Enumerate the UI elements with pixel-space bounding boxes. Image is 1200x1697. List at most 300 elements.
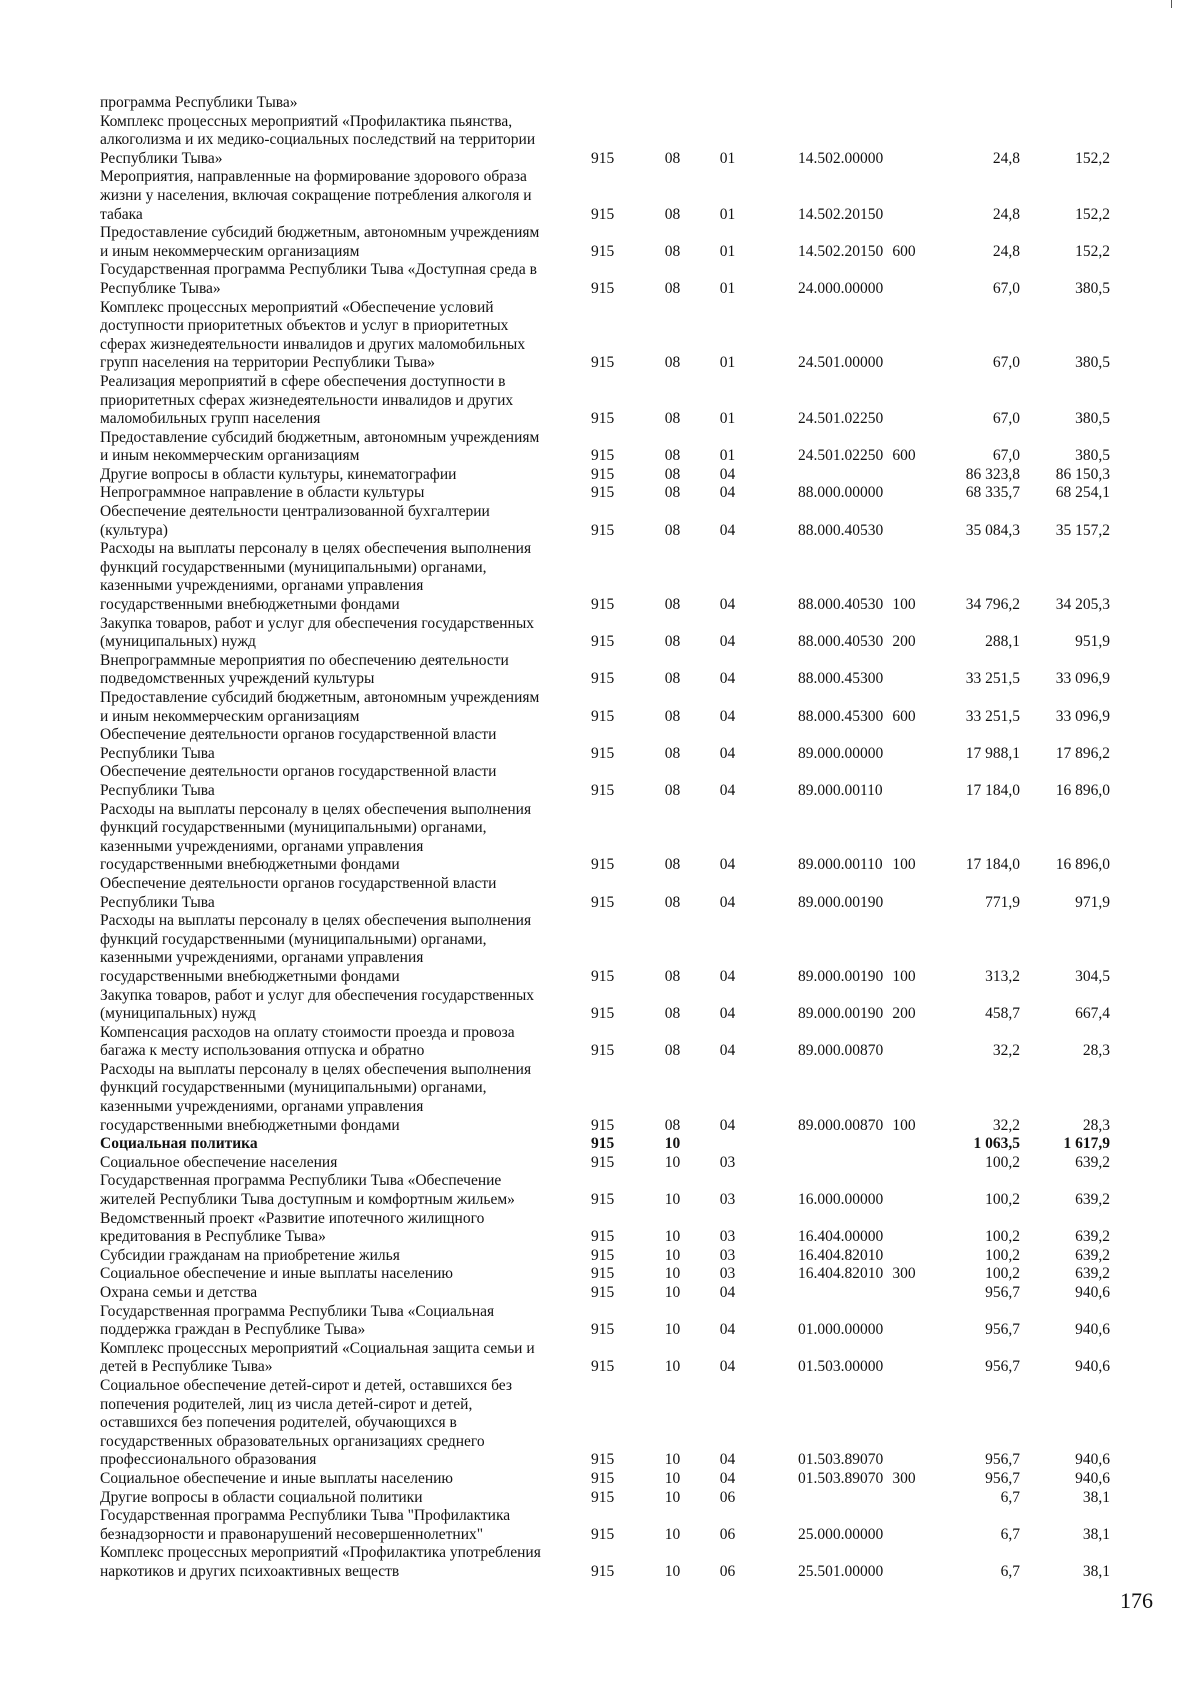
row-target-article-code: 01.000.00000 xyxy=(798,1321,884,1339)
row-amount-year-2: 380,5 xyxy=(1075,279,1110,297)
row-amount-year-1: 17 184,0 xyxy=(965,781,1020,799)
row-subsection-code: 04 xyxy=(719,1451,736,1469)
row-section-code: 08 xyxy=(664,484,681,502)
row-expense-type-code: 300 xyxy=(892,1469,916,1487)
row-expense-type-code xyxy=(878,763,930,800)
row-amount-year-1: 86 323,8 xyxy=(965,465,1020,483)
row-name: Обеспечение деятельности органов государственной власти Республики Тыва xyxy=(100,726,497,762)
row-grbs-code: 915 xyxy=(591,1265,615,1283)
row-amount-year-1: 32,2 xyxy=(992,1042,1020,1060)
row-section-code: 10 xyxy=(664,1451,681,1469)
row-subsection-code: 04 xyxy=(719,744,736,762)
row-expense-type-code xyxy=(878,1489,930,1508)
row-amount-year-2: 971,9 xyxy=(1075,893,1110,911)
row-name: Государственная программа Республики Тыва «Социальная поддержка граждан в Республике Тыва» xyxy=(100,1302,495,1339)
row-grbs-code: 915 xyxy=(591,447,615,465)
row-name: Компенсация расходов на оплату стоимости проезда и провоза багажа к месту использования отпуска и обратно xyxy=(100,1023,515,1060)
row-expense-type-code xyxy=(878,1544,930,1581)
table-row xyxy=(100,1135,1110,1154)
row-grbs-code: 915 xyxy=(591,670,615,688)
row-amount-year-2: 152,2 xyxy=(1075,149,1110,167)
row-section-code: 10 xyxy=(664,1265,681,1283)
row-section-code: 08 xyxy=(664,149,681,167)
table-row xyxy=(100,1544,1110,1581)
row-target-article-code: 25.000.00000 xyxy=(798,1525,884,1543)
row-target-article-code: 24.501.00000 xyxy=(798,354,884,372)
row-section-code: 08 xyxy=(664,967,681,985)
row-amount-year-2: 38,1 xyxy=(1082,1525,1110,1543)
row-name: Обеспечение деятельности органов государственной власти Республики Тыва xyxy=(100,874,497,911)
row-name: Расходы на выплаты персоналу в целях обеспечения выполнения функций государственными (муниципальными) органами, казенными учреждениями, органами управления государственными внебюджетными фондами xyxy=(100,540,532,614)
table-row xyxy=(100,1210,1110,1247)
row-subsection-code: 01 xyxy=(719,149,736,167)
table-row xyxy=(100,1154,1110,1173)
row-expense-type-code xyxy=(878,373,930,429)
table-body xyxy=(100,94,1110,1582)
row-subsection-code: 04 xyxy=(719,893,736,911)
row-amount-year-2: 16 896,0 xyxy=(1055,781,1110,799)
row-grbs-code: 915 xyxy=(591,596,615,614)
table-row xyxy=(100,1247,1110,1266)
row-section-code: 08 xyxy=(664,410,681,428)
row-amount-year-1: 67,0 xyxy=(992,447,1020,465)
row-amount-year-2: 16 896,0 xyxy=(1055,856,1110,874)
row-name: Государственная программа Республики Тыва «Доступная среда в Республике Тыва» xyxy=(100,261,537,297)
table-row xyxy=(100,1265,1110,1284)
table-row xyxy=(100,763,1110,800)
row-name: Реализация мероприятий в сфере обеспечения доступности в приоритетных сферах жизнедеятельности инвалидов и других маломобильных групп населения xyxy=(100,372,514,428)
row-name: Другие вопросы в области культуры, кинематографии xyxy=(100,465,457,483)
row-amount-year-2: 639,2 xyxy=(1075,1228,1110,1246)
row-amount-year-1: 33 251,5 xyxy=(965,670,1020,688)
row-expense-type-code: 200 xyxy=(892,633,916,651)
row-section-code: 10 xyxy=(664,1358,681,1376)
row-section-code: 10 xyxy=(664,1469,681,1487)
row-name: Мероприятия, направленные на формирование здорового образа жизни у населения, включая сокращение потребления алкоголя и табака xyxy=(100,168,532,223)
row-section-code: 10 xyxy=(664,1135,681,1153)
row-amount-year-2: 639,2 xyxy=(1075,1265,1110,1283)
row-expense-type-code: 200 xyxy=(892,1005,916,1023)
row-subsection-code: 01 xyxy=(719,242,736,260)
row-target-article-code: 89.000.00870 xyxy=(798,1116,884,1134)
row-section-code: 08 xyxy=(664,1116,681,1134)
row-subsection-code: 04 xyxy=(719,670,736,688)
row-expense-type-code: 600 xyxy=(892,707,916,725)
row-name: Непрограммное направление в области культуры xyxy=(100,484,425,502)
row-amount-year-1: 956,7 xyxy=(985,1451,1020,1469)
table-row xyxy=(100,1061,1110,1135)
page-number: 176 xyxy=(1120,1588,1153,1613)
row-section-code: 10 xyxy=(664,1284,681,1301)
row-expense-type-code xyxy=(878,299,930,373)
row-section-code: 08 xyxy=(664,893,681,911)
row-section-code: 08 xyxy=(664,856,681,874)
row-target-article-code: 24.000.00000 xyxy=(798,279,884,297)
row-amount-year-1: 34 796,2 xyxy=(965,596,1020,614)
row-name: Субсидии гражданам на приобретение жилья xyxy=(100,1246,400,1264)
row-amount-year-1: 6,7 xyxy=(1000,1488,1020,1506)
table-row xyxy=(100,1172,1110,1209)
row-subsection-code: 04 xyxy=(719,633,736,651)
row-amount-year-2: 380,5 xyxy=(1075,410,1110,428)
row-subsection-code: 06 xyxy=(719,1488,736,1506)
row-grbs-code: 915 xyxy=(591,242,615,260)
row-section-code: 10 xyxy=(664,1321,681,1339)
row-amount-year-2: 1 617,9 xyxy=(1063,1135,1110,1153)
row-grbs-code: 915 xyxy=(591,1042,615,1060)
row-amount-year-2: 940,6 xyxy=(1075,1284,1110,1301)
row-expense-type-code xyxy=(878,1303,930,1340)
row-target-article-code: 89.000.00190 xyxy=(798,893,884,911)
row-amount-year-2: 667,4 xyxy=(1075,1005,1110,1023)
row-section-code: 08 xyxy=(664,744,681,762)
row-expense-type-code xyxy=(878,94,930,113)
row-section-code: 10 xyxy=(664,1525,681,1543)
row-expense-type-code: 100 xyxy=(892,967,916,985)
row-subsection-code: 03 xyxy=(719,1153,736,1171)
row-grbs-code: 915 xyxy=(591,967,615,985)
row-amount-year-2: 940,6 xyxy=(1075,1469,1110,1487)
row-target-article-code: 89.000.00870 xyxy=(798,1042,884,1060)
row-name: Закупка товаров, работ и услуг для обеспечения государственных (муниципальных) нужд xyxy=(100,614,535,651)
table-row xyxy=(100,540,1110,614)
row-name: Комплекс процессных мероприятий «Профилактика пьянства, алкоголизма и их медико-социальных последствий на территории Республики Тыва» xyxy=(100,112,536,167)
row-name: Социальная политика xyxy=(100,1135,258,1153)
row-amount-year-2: 38,1 xyxy=(1082,1488,1110,1506)
row-amount-year-1 xyxy=(930,94,1020,113)
row-target-article-code: 88.000.45300 xyxy=(798,707,884,725)
row-expense-type-code xyxy=(878,1024,930,1061)
row-amount-year-1: 35 084,3 xyxy=(965,521,1020,539)
row-subsection-code: 06 xyxy=(719,1525,736,1543)
table-row xyxy=(100,689,1110,726)
table-row xyxy=(100,168,1110,224)
row-subsection-code: 04 xyxy=(719,1116,736,1134)
row-expense-type-code xyxy=(878,1507,930,1544)
row-amount-year-2: 28,3 xyxy=(1082,1042,1110,1060)
row-amount-year-1: 100,2 xyxy=(985,1246,1020,1264)
row-name: Внепрограммные мероприятия по обеспечению деятельности подведомственных учреждений культуры xyxy=(100,651,509,688)
row-amount-year-2: 304,5 xyxy=(1075,967,1110,985)
row-grbs-code: 915 xyxy=(591,1469,615,1487)
row-subsection-code: 04 xyxy=(719,1469,736,1487)
row-section-code: 08 xyxy=(664,670,681,688)
row-amount-year-1: 956,7 xyxy=(985,1358,1020,1376)
table-row xyxy=(100,912,1110,986)
row-amount-year-2: 639,2 xyxy=(1075,1246,1110,1264)
row-grbs-code: 915 xyxy=(591,279,615,297)
row-name: Обеспечение деятельности органов государственной власти Республики Тыва xyxy=(100,763,497,799)
row-target-article-code: 24.501.02250 xyxy=(798,410,884,428)
row-expense-type-code: 300 xyxy=(892,1265,916,1283)
row-target-article-code: 16.000.00000 xyxy=(798,1191,884,1209)
row-subsection-code: 03 xyxy=(719,1191,736,1209)
row-amount-year-2 xyxy=(1020,94,1110,113)
row-section-code: 08 xyxy=(664,354,681,372)
row-grbs-code: 915 xyxy=(591,1246,615,1264)
row-target-article-code: 16.404.82010 xyxy=(798,1265,884,1283)
row-grbs-code: 915 xyxy=(591,707,615,725)
scan-mark xyxy=(1171,0,1172,8)
row-target-article-code: 14.502.00000 xyxy=(798,149,884,167)
row-expense-type-code xyxy=(878,1135,930,1154)
row-amount-year-1: 24,8 xyxy=(992,242,1020,260)
row-name: Расходы на выплаты персоналу в целях обеспечения выполнения функций государственными (муниципальными) органами, казенными учреждениями, органами управления государственными внебюджетными фондами xyxy=(100,912,532,985)
row-subsection-code: 04 xyxy=(719,1005,736,1023)
table-row xyxy=(100,503,1110,540)
row-subsection-code: 01 xyxy=(719,279,736,297)
row-amount-year-2: 940,6 xyxy=(1075,1451,1110,1469)
row-target-article-code: 01.503.00000 xyxy=(798,1358,884,1376)
row-subsection-code: 04 xyxy=(719,596,736,614)
row-target-article-code xyxy=(760,466,878,485)
row-expense-type-code: 600 xyxy=(892,242,916,260)
row-target-article-code: 01.503.89070 xyxy=(798,1451,884,1469)
row-grbs-code: 915 xyxy=(591,1358,615,1376)
row-target-article-code: 01.503.89070 xyxy=(798,1469,884,1487)
row-amount-year-1: 100,2 xyxy=(985,1191,1020,1209)
row-amount-year-1: 6,7 xyxy=(1000,1562,1020,1580)
row-section-code: 10 xyxy=(664,1153,681,1171)
row-grbs-code: 915 xyxy=(591,410,615,428)
table-row xyxy=(100,1284,1110,1303)
row-subsection-code: 04 xyxy=(719,1284,736,1301)
table-row xyxy=(100,1024,1110,1061)
row-subsection-code: 01 xyxy=(719,205,736,223)
row-target-article-code: 25.501.00000 xyxy=(798,1562,884,1580)
row-expense-type-code xyxy=(878,726,930,763)
table-row xyxy=(100,1470,1110,1489)
row-amount-year-1: 67,0 xyxy=(992,410,1020,428)
row-expense-type-code xyxy=(878,1284,930,1303)
row-target-article-code: 89.000.00190 xyxy=(798,967,884,985)
row-grbs-code: 915 xyxy=(591,856,615,874)
row-grbs-code: 915 xyxy=(591,1488,615,1506)
row-amount-year-2: 940,6 xyxy=(1075,1321,1110,1339)
row-name: Другие вопросы в области социальной политики xyxy=(100,1488,423,1506)
table-row xyxy=(100,1377,1110,1470)
row-expense-type-code: 600 xyxy=(892,447,916,465)
row-expense-type-code xyxy=(878,168,930,224)
row-expense-type-code xyxy=(878,484,930,503)
row-grbs-code xyxy=(555,94,650,113)
table-row xyxy=(100,1340,1110,1377)
row-amount-year-2: 38,1 xyxy=(1082,1562,1110,1580)
row-amount-year-2: 28,3 xyxy=(1082,1116,1110,1134)
row-name: Предоставление субсидий бюджетным, автономным учреждениям и иным некоммерческим организациям xyxy=(100,224,540,260)
row-target-article-code: 88.000.40530 xyxy=(798,596,884,614)
row-amount-year-1: 24,8 xyxy=(992,149,1020,167)
row-expense-type-code xyxy=(878,1172,930,1209)
row-amount-year-1: 32,2 xyxy=(992,1116,1020,1134)
row-amount-year-1: 288,1 xyxy=(985,633,1020,651)
row-grbs-code: 915 xyxy=(591,149,615,167)
row-expense-type-code: 100 xyxy=(892,1116,916,1134)
table-row xyxy=(100,113,1110,169)
table-row xyxy=(100,224,1110,261)
row-section-code: 10 xyxy=(664,1191,681,1209)
table-row xyxy=(100,1489,1110,1508)
row-name: Государственная программа Республики Тыва "Профилактика безнадзорности и правонарушений несовершеннолетних" xyxy=(100,1507,511,1543)
row-name: Социальное обеспечение и иные выплаты населению xyxy=(100,1469,454,1487)
row-amount-year-1: 956,7 xyxy=(985,1321,1020,1339)
row-grbs-code: 915 xyxy=(591,1191,615,1209)
row-subsection-code: 04 xyxy=(719,465,736,483)
row-amount-year-2: 68 254,1 xyxy=(1055,484,1110,502)
table-row xyxy=(100,726,1110,763)
row-expense-type-code xyxy=(878,503,930,540)
row-expense-type-code xyxy=(878,1247,930,1266)
row-section-code: 08 xyxy=(664,447,681,465)
row-grbs-code: 915 xyxy=(591,1228,615,1246)
row-expense-type-code xyxy=(878,466,930,485)
row-amount-year-2: 380,5 xyxy=(1075,354,1110,372)
row-amount-year-2: 639,2 xyxy=(1075,1153,1110,1171)
row-target-article-code: 16.404.00000 xyxy=(798,1228,884,1246)
row-target-article-code: 24.501.02250 xyxy=(798,447,884,465)
row-grbs-code: 915 xyxy=(591,1116,615,1134)
row-subsection-code: 03 xyxy=(719,1246,736,1264)
row-amount-year-1: 458,7 xyxy=(985,1005,1020,1023)
row-amount-year-2: 152,2 xyxy=(1075,242,1110,260)
row-target-article-code: 88.000.40530 xyxy=(798,633,884,651)
row-target-article-code: 89.000.00110 xyxy=(798,781,883,799)
row-subsection-code: 04 xyxy=(719,521,736,539)
row-amount-year-1: 313,2 xyxy=(985,967,1020,985)
row-subsection-code: 04 xyxy=(719,707,736,725)
table-row xyxy=(100,94,1110,113)
row-expense-type-code xyxy=(878,652,930,689)
row-amount-year-1: 100,2 xyxy=(985,1153,1020,1171)
row-amount-year-2: 639,2 xyxy=(1075,1191,1110,1209)
table-row xyxy=(100,987,1110,1024)
row-section-code: 08 xyxy=(664,781,681,799)
row-amount-year-1: 67,0 xyxy=(992,279,1020,297)
row-section-code: 08 xyxy=(664,596,681,614)
row-subsection-code: 01 xyxy=(719,410,736,428)
row-amount-year-1: 68 335,7 xyxy=(965,484,1020,502)
row-grbs-code: 915 xyxy=(591,1451,615,1469)
row-amount-year-1: 33 251,5 xyxy=(965,707,1020,725)
row-section-code xyxy=(650,94,695,113)
row-amount-year-2: 33 096,9 xyxy=(1055,707,1110,725)
row-amount-year-2: 380,5 xyxy=(1075,447,1110,465)
row-subsection-code: 04 xyxy=(719,1042,736,1060)
row-grbs-code: 915 xyxy=(591,1525,615,1543)
table-row xyxy=(100,429,1110,466)
row-section-code: 08 xyxy=(664,242,681,260)
row-amount-year-2: 152,2 xyxy=(1075,205,1110,223)
row-target-article-code xyxy=(760,1489,878,1508)
row-target-article-code: 14.502.20150 xyxy=(798,242,884,260)
row-expense-type-code: 100 xyxy=(892,856,916,874)
row-amount-year-1: 100,2 xyxy=(985,1265,1020,1283)
row-grbs-code: 915 xyxy=(591,1005,615,1023)
row-section-code: 08 xyxy=(664,205,681,223)
row-section-code: 08 xyxy=(664,1042,681,1060)
row-target-article-code: 16.404.82010 xyxy=(798,1246,884,1264)
row-subsection-code: 03 xyxy=(719,1228,736,1246)
row-section-code: 08 xyxy=(664,1005,681,1023)
row-name: Комплекс процессных мероприятий «Профилактика употребления наркотиков и других психоактивных веществ xyxy=(100,1544,541,1580)
table-row xyxy=(100,261,1110,298)
row-subsection-code: 04 xyxy=(719,967,736,985)
row-expense-type-code xyxy=(878,113,930,169)
row-subsection-code: 04 xyxy=(719,1358,736,1376)
row-target-article-code: 88.000.45300 xyxy=(798,670,884,688)
row-subsection-code: 04 xyxy=(719,856,736,874)
row-subsection-code: 01 xyxy=(719,354,736,372)
row-section-code: 08 xyxy=(664,465,681,483)
row-name: Социальное обеспечение и иные выплаты населению xyxy=(100,1265,454,1283)
table-row xyxy=(100,373,1110,429)
table-row xyxy=(100,1507,1110,1544)
row-amount-year-1: 17 988,1 xyxy=(965,744,1020,762)
row-target-article-code: 14.502.20150 xyxy=(798,205,884,223)
row-grbs-code: 915 xyxy=(591,744,615,762)
row-name: Предоставление субсидий бюджетным, автономным учреждениям и иным некоммерческим организациям xyxy=(100,689,540,725)
row-name: Предоставление субсидий бюджетным, автономным учреждениям и иным некоммерческим организациям xyxy=(100,428,540,465)
row-amount-year-1: 100,2 xyxy=(985,1228,1020,1246)
row-expense-type-code xyxy=(878,261,930,298)
row-grbs-code: 915 xyxy=(591,1135,615,1153)
table-row xyxy=(100,1303,1110,1340)
row-name: Ведомственный проект «Развитие ипотечного жилищного кредитования в Республике Тыва» xyxy=(100,1209,485,1246)
row-amount-year-1: 771,9 xyxy=(985,893,1020,911)
row-amount-year-2: 33 096,9 xyxy=(1055,670,1110,688)
table-row xyxy=(100,801,1110,875)
row-amount-year-1: 17 184,0 xyxy=(965,856,1020,874)
row-section-code: 08 xyxy=(664,633,681,651)
row-amount-year-2: 35 157,2 xyxy=(1055,521,1110,539)
row-section-code: 10 xyxy=(664,1246,681,1264)
table-row xyxy=(100,652,1110,689)
row-section-code: 10 xyxy=(664,1488,681,1506)
row-name: Социальное обеспечение населения xyxy=(100,1153,338,1171)
table-row xyxy=(100,299,1110,373)
row-grbs-code: 915 xyxy=(591,781,615,799)
row-amount-year-1: 6,7 xyxy=(1000,1525,1020,1543)
row-section-code: 08 xyxy=(664,279,681,297)
row-name: Комплекс процессных мероприятий «Обеспечение условий доступности приоритетных объектов и услуг в приоритетных сферах жизнедеятельности инвалидов и других маломобильных групп населения на территории Республики Тыва» xyxy=(100,298,526,372)
budget-table xyxy=(100,94,1110,1582)
row-grbs-code: 915 xyxy=(591,465,615,483)
row-subsection-code: 03 xyxy=(719,1265,736,1283)
row-grbs-code: 915 xyxy=(591,1153,615,1171)
row-expense-type-code xyxy=(878,1210,930,1247)
row-name: Комплекс процессных мероприятий «Социальная защита семьи и детей в Республике Тыва» xyxy=(100,1339,535,1376)
row-section-code: 08 xyxy=(664,521,681,539)
row-target-article-code: 89.000.00000 xyxy=(798,744,884,762)
row-amount-year-2: 951,9 xyxy=(1075,633,1110,651)
table-row xyxy=(100,615,1110,652)
row-name: Расходы на выплаты персоналу в целях обеспечения выполнения функций государственными (муниципальными) органами, казенными учреждениями, органами управления государственными внебюджетными фондами xyxy=(100,800,532,874)
row-subsection-code xyxy=(695,94,760,113)
row-section-code: 08 xyxy=(664,707,681,725)
row-amount-year-2: 940,6 xyxy=(1075,1358,1110,1376)
row-expense-type-code xyxy=(878,1340,930,1377)
row-subsection-code: 01 xyxy=(719,447,736,465)
row-grbs-code: 915 xyxy=(591,1284,615,1301)
row-grbs-code: 915 xyxy=(591,205,615,223)
row-amount-year-1: 956,7 xyxy=(985,1469,1020,1487)
table-row xyxy=(100,484,1110,503)
row-grbs-code: 915 xyxy=(591,893,615,911)
row-amount-year-2: 17 896,2 xyxy=(1055,744,1110,762)
row-target-article-code xyxy=(760,1284,878,1303)
row-grbs-code: 915 xyxy=(591,354,615,372)
row-target-article-code: 89.000.00190 xyxy=(798,1005,884,1023)
